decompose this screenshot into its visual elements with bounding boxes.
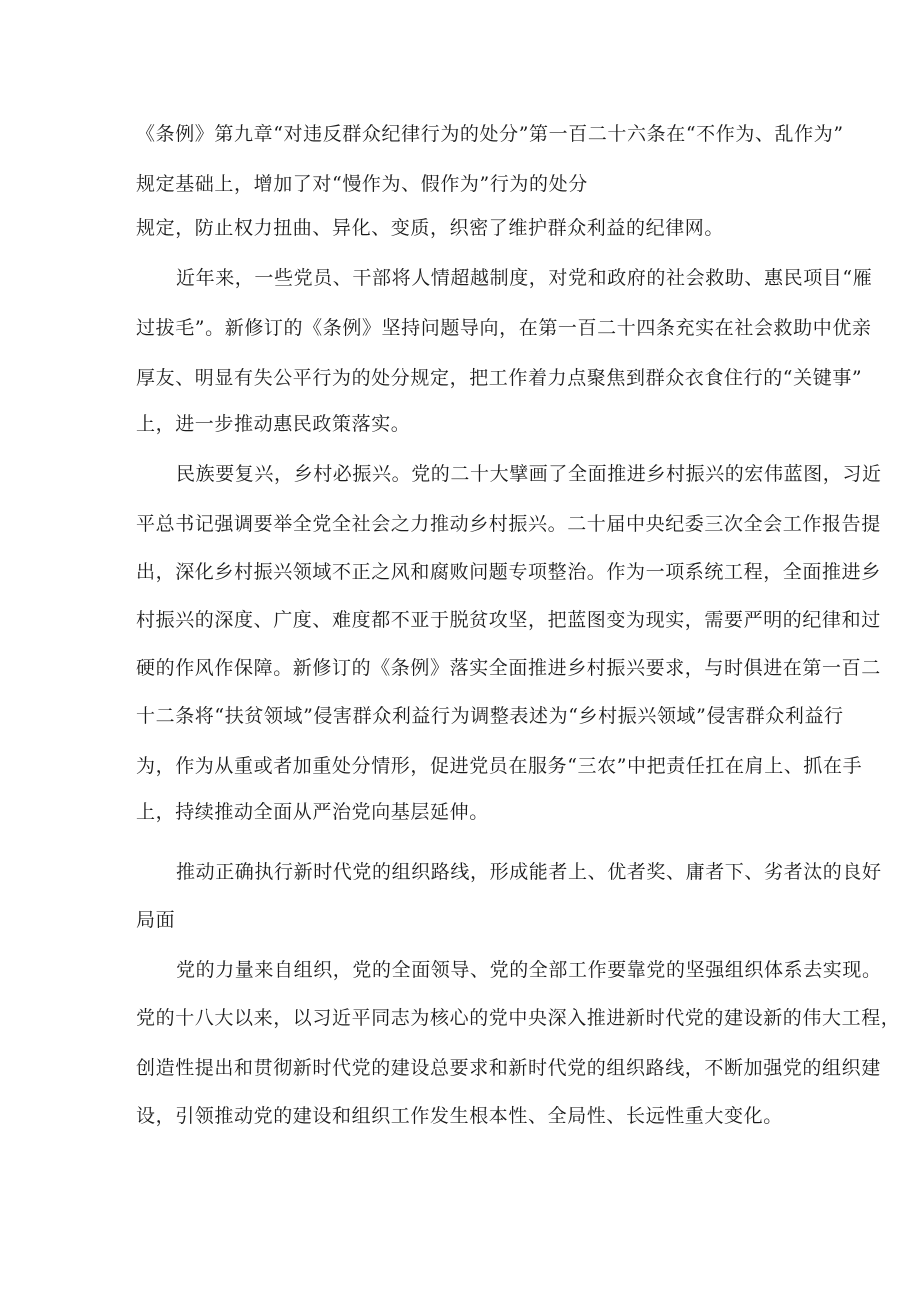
text-line: 出，深化乡村振兴领域不正之风和腐败问题专项整治。作为一项系统工程，全面推进乡 [136, 561, 881, 583]
text-line: 上，进一步推动惠民政策落实。 [136, 413, 411, 435]
text-line: 党的十八大以来，以习近平同志为核心的党中央深入推进新时代党的建设新的伟大工程， [136, 1007, 901, 1029]
text-line: 规定，防止权力扭曲、异化、变质，织密了维护群众利益的纪律网。 [136, 217, 725, 239]
text-line: 过拔毛”。新修订的《条例》坚持问题导向，在第一百二十四条充实在社会救助中优亲 [136, 317, 872, 339]
text-line: 平总书记强调要举全党全社会之力推动乡村振兴。二十届中央纪委三次全会工作报告提 [136, 513, 881, 535]
text-line: 创造性提出和贯彻新时代党的建设总要求和新时代党的组织路线，不断加强党的组织建 [136, 1057, 881, 1079]
text-line: 十二条将“扶贫领域”侵害群众利益行为调整表述为“乡村振兴领域”侵害群众利益行 [136, 705, 844, 727]
text-line: 设，引领推动党的建设和组织工作发生根本性、全局性、长远性重大变化。 [136, 1105, 783, 1127]
text-line: 民族要复兴，乡村必振兴。党的二十大擘画了全面推进乡村振兴的宏伟蓝图，习近 [176, 463, 882, 485]
section-heading-line: 局面 [136, 909, 176, 931]
text-line: 党的力量来自组织，党的全面领导、党的全部工作要靠党的坚强组织体系去实现。 [176, 959, 882, 981]
section-heading-line: 推动正确执行新时代党的组织路线，形成能者上、优者奖、庸者下、劣者汰的良好 [176, 861, 882, 883]
text-line: 厚友、明显有失公平行为的处分规定，把工作着力点聚焦到群众衣食住行的“关键事” [136, 367, 863, 389]
text-line: 上，持续推动全面从严治党向基层延伸。 [136, 801, 489, 823]
text-line: 规定基础上，增加了对“慢作为、假作为”行为的处分 [136, 173, 588, 195]
text-line: 村振兴的深度、广度、难度都不亚于脱贫攻坚，把蓝图变为现实，需要严明的纪律和过 [136, 609, 881, 631]
text-line: 《条例》第九章“对违反群众纪律行为的处分”第一百二十六条在“不作为、乱作为” [136, 123, 844, 145]
text-line: 近年来，一些党员、干部将人情超越制度，对党和政府的社会救助、惠民项目“雁 [176, 267, 873, 289]
text-line: 硬的作风作保障。新修订的《条例》落实全面推进乡村振兴要求，与时俱进在第一百二 [136, 657, 881, 679]
text-line: 为，作为从重或者加重处分情形，促进党员在服务“三农”中把责任扛在肩上、抓在手 [136, 755, 863, 777]
